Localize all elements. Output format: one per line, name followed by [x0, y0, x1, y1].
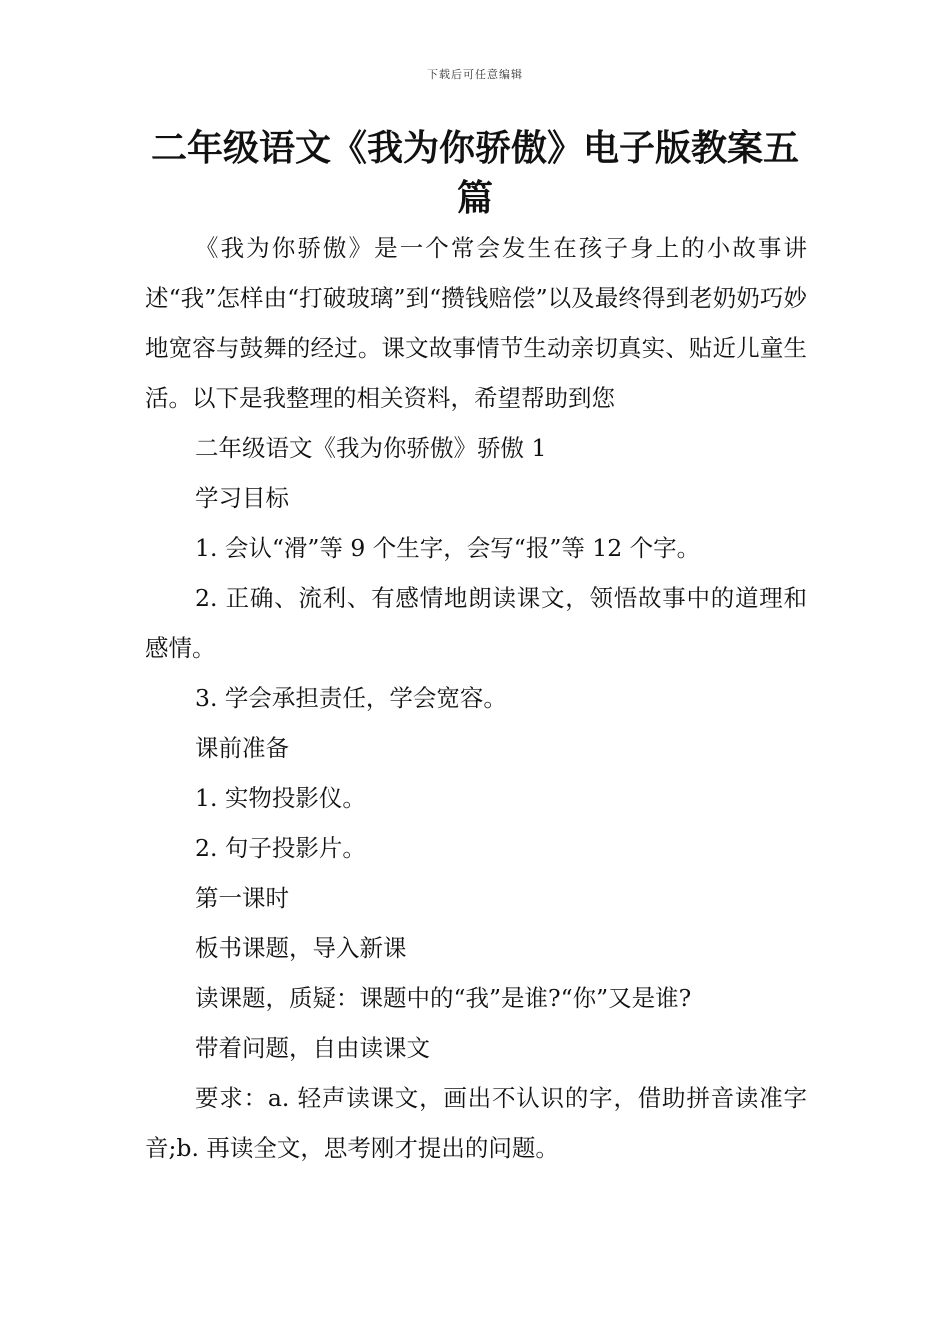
- lesson-step: 要求：a. 轻声读课文，画出不认识的字，借助拼音读准字音;b. 再读全文，思考刚才提出的问题。: [145, 1084, 807, 1162]
- subheading-preparation: 课前准备: [195, 734, 289, 762]
- preparation-item: 1. 实物投影仪。: [195, 784, 366, 812]
- subheading-first-lesson: 第一课时: [195, 884, 289, 912]
- subheading-objectives: 学习目标: [195, 484, 289, 512]
- document-title: 二年级语文《我为你骄傲》电子版教案五篇: [150, 128, 799, 219]
- header-note: 下载后可任意编辑: [427, 68, 523, 81]
- section-heading: 二年级语文《我为你骄傲》骄傲 1: [195, 434, 547, 462]
- document-body: [145, 223, 807, 1173]
- objective-item: 1. 会认“滑”等 9 个生字，会写“报”等 12 个字。: [195, 534, 701, 562]
- objective-item: 3. 学会承担责任，学会宽容。: [195, 684, 507, 712]
- lesson-step: 读课题，质疑：课题中的“我”是谁?“你”又是谁?: [195, 984, 692, 1012]
- lesson-step: 带着问题，自由读课文: [195, 1034, 430, 1062]
- objective-item: 2. 正确、流利、有感情地朗读课文，领悟故事中的道理和感情。: [145, 584, 807, 662]
- lesson-step: 板书课题，导入新课: [195, 934, 407, 962]
- intro-paragraph: 《我为你骄傲》是一个常会发生在孩子身上的小故事讲述“我”怎样由“打破玻璃”到“攒钱赔偿”以及最终得到老奶奶巧妙地宽容与鼓舞的经过。课文故事情节生动亲切真实、贴近儿童生活。以下是我整理的相关资料，希望帮助到您: [145, 234, 807, 412]
- preparation-item: 2. 句子投影片。: [195, 834, 366, 862]
